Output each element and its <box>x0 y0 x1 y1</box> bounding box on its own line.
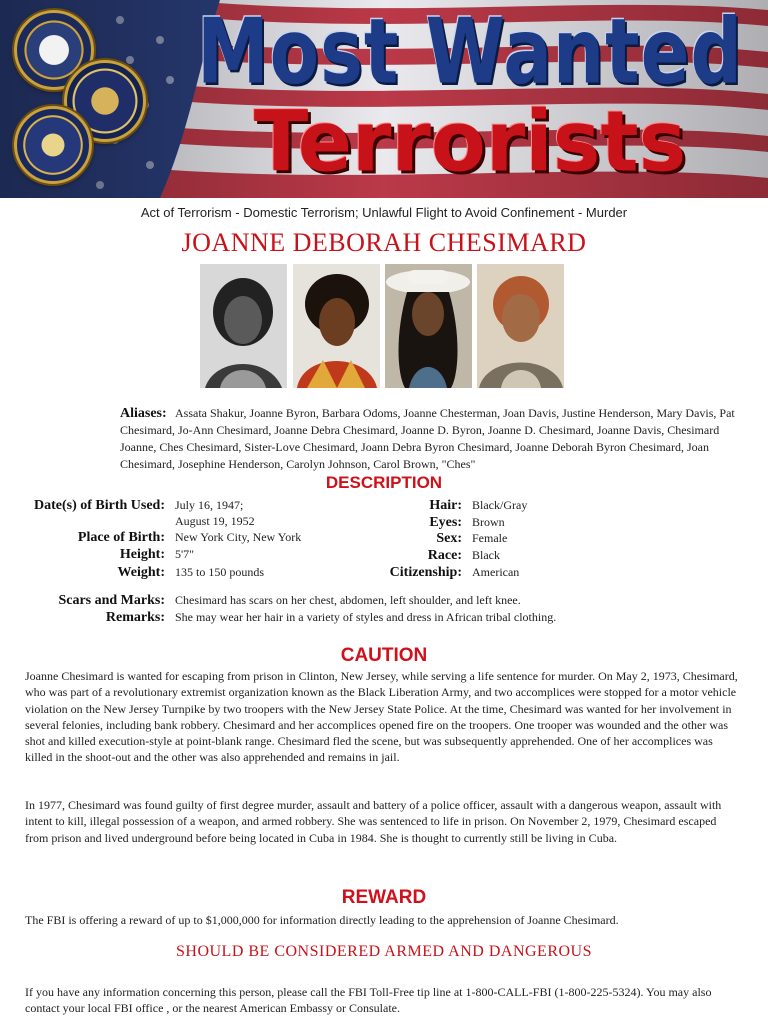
remarks-label: Remarks: <box>105 610 165 625</box>
weight-value: 135 to 150 pounds <box>175 565 265 579</box>
scars-value: Chesimard has scars on her chest, abdomen, left shoulder, and left knee. <box>175 593 521 607</box>
weight-label: Weight: <box>117 565 165 580</box>
crime-line: Act of Terrorism - Domestic Terrorism; Unlawful Flight to Avoid Confinement - Murder <box>140 205 628 220</box>
aliases-text: Assata Shakur, Joanne Byron, Barbara Odoms, Joanne Chesterman, Joan Davis, Justine Henderson, Mary Davis, Pat Chesimard, Jo-Ann Chesimard, Joanne Debra Chesimard, Joanne D. Byron, Joanne D. Chesimard, Joanne Davis, Chesimard Joanne, Ches Chesimard, Sister-Love Chesimard, Joann Debra Byron Chesimard, Joanne Deborah Byron Chesimard, Joan Chesimard, Josephine Henderson, Carolyn Johnson, Carol Brown, "Ches" <box>120 406 735 471</box>
description-heading: DESCRIPTION <box>325 473 443 492</box>
contact-text: If you have any information concerning this person, please call the FBI Toll-Free tip line at 1-800-CALL-FBI (1-800-225-5324). You may also contact your local FBI office , or the nearest American Embassy or Consulate. <box>25 985 712 1016</box>
height-label: Height: <box>119 547 165 562</box>
reward-text: The FBI is offering a reward of up to $1,000,000 for information directly leading to the apprehension of Joanne Chesimard. <box>25 913 619 927</box>
armed-dangerous-warning: SHOULD BE CONSIDERED ARMED AND DANGEROUS <box>175 943 593 960</box>
height-value: 5'7" <box>175 547 195 561</box>
dob-row-2 <box>0 514 255 529</box>
eyes-label: Eyes: <box>429 515 462 530</box>
caution-heading: CAUTION <box>340 645 428 666</box>
hair-row <box>372 498 527 514</box>
hair-label: Hair: <box>429 498 462 513</box>
dob-row <box>0 498 243 514</box>
banner-title-most-wanted: Most Wanted <box>197 0 743 104</box>
sex-value: Female <box>472 531 508 545</box>
race-value: Black <box>472 548 500 562</box>
dob-label: Date(s) of Birth Used: <box>33 498 165 513</box>
citizenship-row <box>372 565 519 581</box>
caution-paragraph-1: Joanne Chesimard is wanted for escaping from prison in Clinton, New Jersey, while serving a life sentence for murder. On May 2, 1973, Chesimard, who was part of a revolutionary extremist organization known as the Black Liberation Army, and two accomplices were stopped for a motor vehicle violation on the New Jersey Turnpike by two troopers with the New Jersey State Police. At the time, Chesimard was wanted for her involvement in several felonies, including bank robbery. Chesimard and her accomplices opened fire on the troopers. One trooper was wounded and the other was shot and killed execution-style at point-blank range. Chesimard fled the scene, but was subsequently apprehended. One of her accomplices was killed in the shoot-out and the other was also apprehended and remains in jail. <box>25 669 738 765</box>
height-row <box>0 547 194 563</box>
pob-label: Place of Birth: <box>77 530 165 545</box>
header-banner <box>0 0 768 198</box>
race-row <box>372 548 500 564</box>
dob-value-1: July 16, 1947; <box>175 498 244 512</box>
eyes-value: Brown <box>472 515 505 529</box>
photo-1 <box>200 264 287 388</box>
aliases-label: Aliases: <box>120 406 167 421</box>
scars-label: Scars and Marks: <box>58 593 165 608</box>
hair-value: Black/Gray <box>472 498 528 512</box>
reward-heading: REWARD <box>341 887 427 908</box>
dob-value-2: August 19, 1952 <box>175 514 255 528</box>
citizenship-label: Citizenship: <box>389 565 462 580</box>
weight-row <box>0 565 264 581</box>
photo-3 <box>385 264 472 388</box>
pob-value: New York City, New York <box>175 530 302 544</box>
citizenship-value: American <box>472 565 520 579</box>
aliases-block <box>120 405 740 473</box>
caution-paragraph-2: In 1977, Chesimard was found guilty of first degree murder, assault and battery of a police officer, assault with a dangerous weapon, assault with intent to kill, illegal possession of a weapon, and armed robbery. She was sentenced to life in prison. On November 2, 1979, Chesimard escaped from prison and lived underground before being located in Cuba in 1984. She is thought to currently still be living in Cuba. <box>25 798 722 845</box>
sex-label: Sex: <box>436 531 462 546</box>
race-label: Race: <box>427 548 462 563</box>
remarks-row <box>0 610 556 626</box>
fbi-seal-icon <box>14 106 92 184</box>
remarks-value: She may wear her hair in a variety of styles and dress in African tribal clothing. <box>175 610 557 624</box>
photo-2 <box>293 264 380 388</box>
photo-strip <box>200 264 570 388</box>
pob-row <box>0 530 301 546</box>
eyes-row <box>372 515 505 531</box>
scars-row <box>0 593 521 609</box>
banner-title-terrorists: Terrorists <box>253 92 687 191</box>
subject-name: JOANNE DEBORAH CHESIMARD <box>181 228 587 257</box>
photo-4 <box>477 264 564 388</box>
sex-row <box>372 531 507 547</box>
